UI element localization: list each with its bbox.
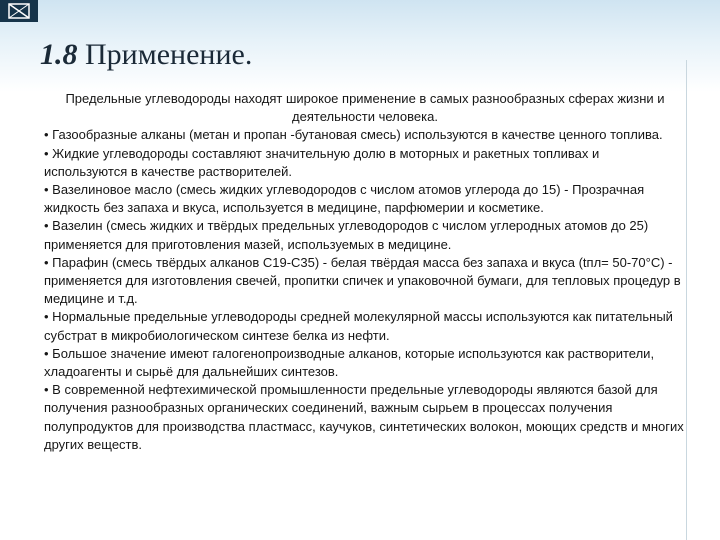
section-title: Применение.: [85, 38, 253, 71]
bullet-item: • Парафин (смесь твёрдых алканов С19-С35) - белая твёрдая масса без запаха и вкуса (tпл= 50-70°C) - применяется для изготовления свечей, пропитки спичек и упаковочной бумаги, для тепловых процедур в медицине и т.д.: [44, 254, 686, 309]
intro-paragraph: Предельные углеводороды находят широкое применение в самых разнообразных сферах жизни и деятельности человека.: [65, 91, 665, 125]
bullet-item: • Вазелиновое масло (смесь жидких углеводородов с числом атомов углерода до 15) - Прозрачная жидкость без запаха и вкуса, используется в медицине, парфюмерии и косметике.: [44, 181, 686, 217]
bullet-item: • В современной нефтехимической промышленности предельные углеводороды являются базой для получения разнообразных органических соединений, важным сырьем в процессах получения полупродуктов для производства пластмасс, каучуков, синтетических волокон, моющих средств и многих других веществ.: [44, 381, 686, 454]
slide-title: [40, 38, 252, 72]
bullet-item: • Большое значение имеют галогенопроизводные алканов, которые используются как растворители, хладоагенты и сырьё для дальнейших синтезов.: [44, 345, 686, 381]
bullet-item: • Вазелин (смесь жидких и твёрдых предельных углеводородов с числом углеродных атомов до 25) применяется для приготовления мазей, используемых в медицине.: [44, 217, 686, 253]
section-number: 1.8: [40, 38, 78, 71]
slide-corner-icon: [0, 0, 38, 22]
right-frame-line: [686, 60, 713, 540]
slide-body: [44, 90, 686, 454]
bullet-item: • Жидкие углеводороды составляют значительную долю в моторных и ракетных топливах и используются в качестве растворителей.: [44, 145, 686, 181]
bullet-item: • Нормальные предельные углеводороды средней молекулярной массы используются как питательный субстрат в микробиологическом синтезе белка из нефти.: [44, 308, 686, 344]
bullet-item: • Газообразные алканы (метан и пропан -бутановая смесь) используются в качестве ценного топлива.: [44, 126, 686, 144]
